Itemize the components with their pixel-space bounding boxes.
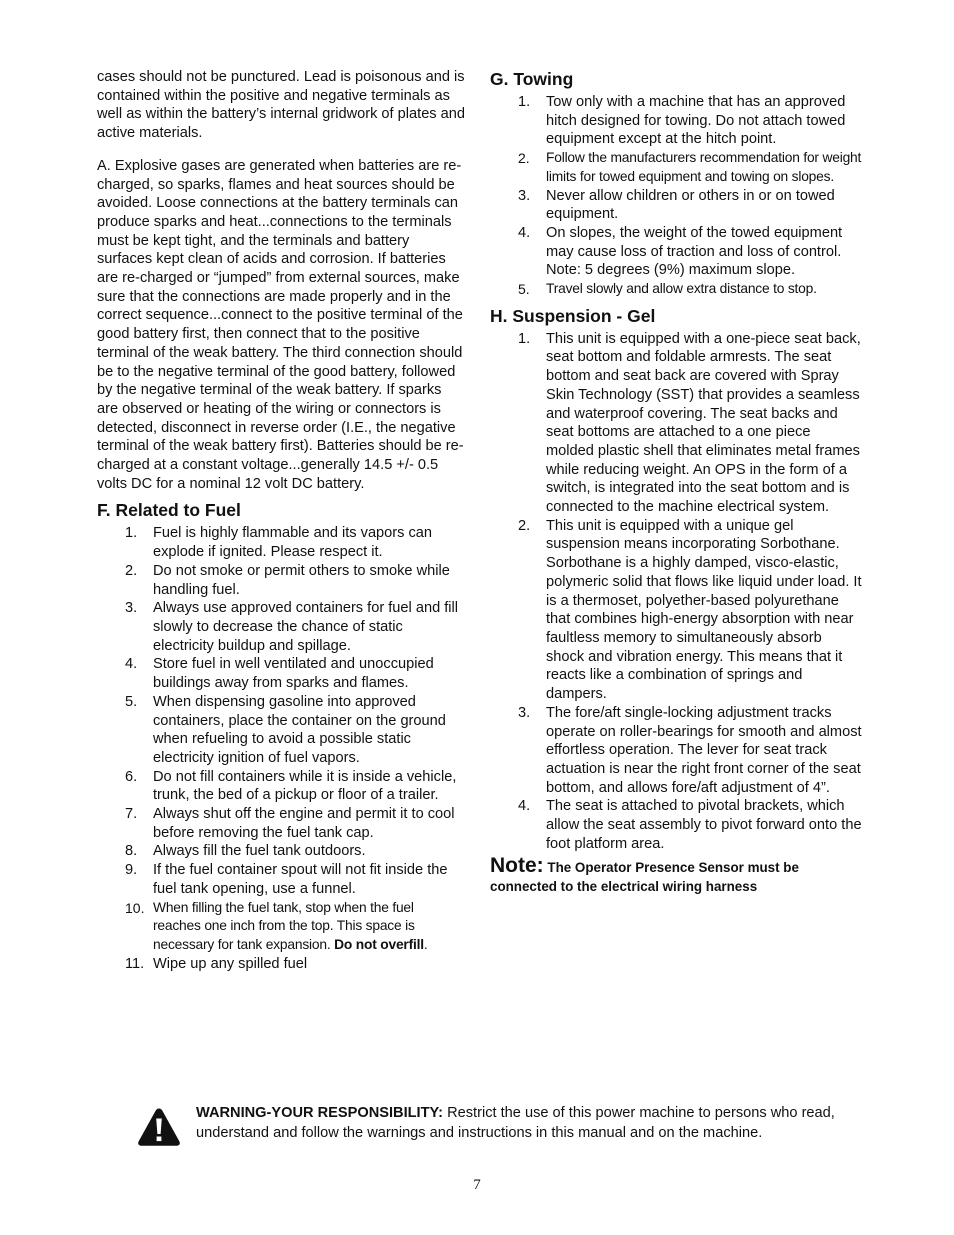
list-item: 1. Fuel is highly flammable and its vapors can explode if ignited. Please respect it.: [125, 525, 433, 561]
list-item: 3. The fore/aft single-locking adjustment tracks operate on roller-bearings for smooth and almost effortless operation. The lever for seat track actuation is near the right front corner of the seat bottom, and allows fore/aft adjustment of 4”.: [518, 704, 862, 796]
list-item: 5. When dispensing gasoline into approved containers, place the container on the ground when refueling to avoid a possible static electricity ignition of fuel vapors.: [125, 693, 446, 766]
list-item: 10. When filling the fuel tank, stop when the fuel reaches one inch from the top. This space is necessary for tank expansion. Do not overfill.: [125, 899, 428, 952]
page-number: 7: [473, 1177, 481, 1193]
operator-sensor-note: [490, 854, 862, 896]
list-item: 3. Never allow children or others in or on towed equipment.: [518, 187, 835, 223]
list-item: 2. This unit is equipped with a unique gel suspension means incorporating Sorbothane. Sorbothane is a highly damped, visco-elastic, polymeric solid that flows like liquid under load. It is a thermoset, polyether-based polyurethane that combines high-energy absorption with near faultless memory to simultaneously absorb shock and vibration energy. This means that it reacts like a combination of springs and dampers.: [518, 517, 862, 703]
list-item: 2. Follow the manufacturers recommendation for weight limits for towed equipment and towing on slopes.: [518, 150, 862, 184]
explosive-gases-paragraph: A. Explosive gases are generated when batteries are re-charged, so sparks, flames and heat sources should be avoided. Loose connections at the battery terminals can produce sparks and heat...connections to the terminals must be kept tight, and the terminals and battery surfaces kept clean of acids and corrosion. If batteries are re-charged or “jumped” from external sources, make sure that the connections are made properly and in the correct sequence...connect to the positive terminal of the good battery first, then connect that to the positive terminal of the weak battery. The third connection should be to the negative terminal of the good battery, followed by the negative terminal of the weak battery. If sparks are observed or heating of the wiring or connectors is detected, disconnect in reverse order (I.E., the negative terminal of the weak battery first). Batteries should be re-charged at a constant voltage...generally 14.5 +/- 0.5 volts DC for a nominal 12 volt DC battery.: [97, 157, 464, 492]
list-item: 3. Always use approved containers for fuel and fill slowly to decrease the chance of static electricity buildup and spillage.: [125, 600, 459, 654]
warning-triangle-icon: [137, 1107, 181, 1147]
list-item: 2. Do not smoke or permit others to smoke while handling fuel.: [125, 562, 450, 598]
fuel-section-heading: F. Related to Fuel: [97, 500, 241, 521]
do-not-overfill-text: Do not overfill: [334, 936, 424, 952]
list-item: 4. On slopes, the weight of the towed equipment may cause loss of traction and loss of control. Note: 5 degrees (9%) maximum slope.: [518, 224, 843, 279]
list-item: 4. The seat is attached to pivotal brackets, which allow the seat assembly to pivot forward onto the foot platform area.: [518, 798, 862, 852]
list-item: 11. Wipe up any spilled fuel: [125, 955, 308, 972]
list-item: 9. If the fuel container spout will not fit inside the fuel tank opening, use a funnel.: [125, 862, 448, 897]
warning-label: WARNING-YOUR RESPONSIBILITY:: [196, 1105, 444, 1121]
battery-paragraph: cases should not be punctured. Lead is poisonous and is contained within the positive and negative terminals as well as within the battery’s internal gridwork of plates and active materials.: [97, 69, 466, 142]
list-item: 6. Do not fill containers while it is inside a vehicle, trunk, the bed of a pickup or floor of a trailer.: [125, 768, 457, 804]
list-item: 1. This unit is equipped with a one-piece seat back, seat bottom and foldable armrests. The seat bottom and seat back are covered with Spray Skin Technology (SST) that provides a seamless and waterproof covering. The seat backs and seat bottoms are attached to a one piece molded plastic shell that eliminates metal frames while reducing weight. An OPS in the form of a switch, is integrated into the seat bottom and is connected to the machine electrical system.: [518, 330, 861, 516]
fuel-list: [97, 524, 465, 973]
right-column: [490, 68, 862, 896]
towing-section-heading: G. Towing: [490, 69, 574, 89]
list-item: 4. Store fuel in well ventilated and unoccupied buildings away from sparks and flames.: [125, 656, 434, 692]
list-item: 5. Travel slowly and allow extra distance to stop.: [518, 281, 817, 298]
note-label: Note:: [490, 854, 544, 878]
list-item: 8. Always fill the fuel tank outdoors.: [125, 843, 366, 860]
suspension-list: [490, 330, 862, 854]
list-item: 1. Tow only with a machine that has an approved hitch designed for towing. Do not attach towed equipment except at the hitch point.: [518, 94, 846, 148]
list-item: 7. Always shut off the engine and permit it to cool before removing the fuel tank cap.: [125, 806, 455, 841]
suspension-section-heading: H. Suspension - Gel: [490, 305, 656, 326]
left-column: [97, 68, 465, 973]
warning-body: Restrict the use of this power machine to persons who read, understand and follow the warnings and instructions in this manual and on the machine.: [196, 1105, 835, 1141]
towing-list: [490, 93, 862, 299]
responsibility-warning: [137, 1103, 857, 1147]
note-text: The Operator Presence Sensor must be connected to the electrical wiring harness: [490, 860, 799, 894]
warning-text: [196, 1103, 857, 1143]
